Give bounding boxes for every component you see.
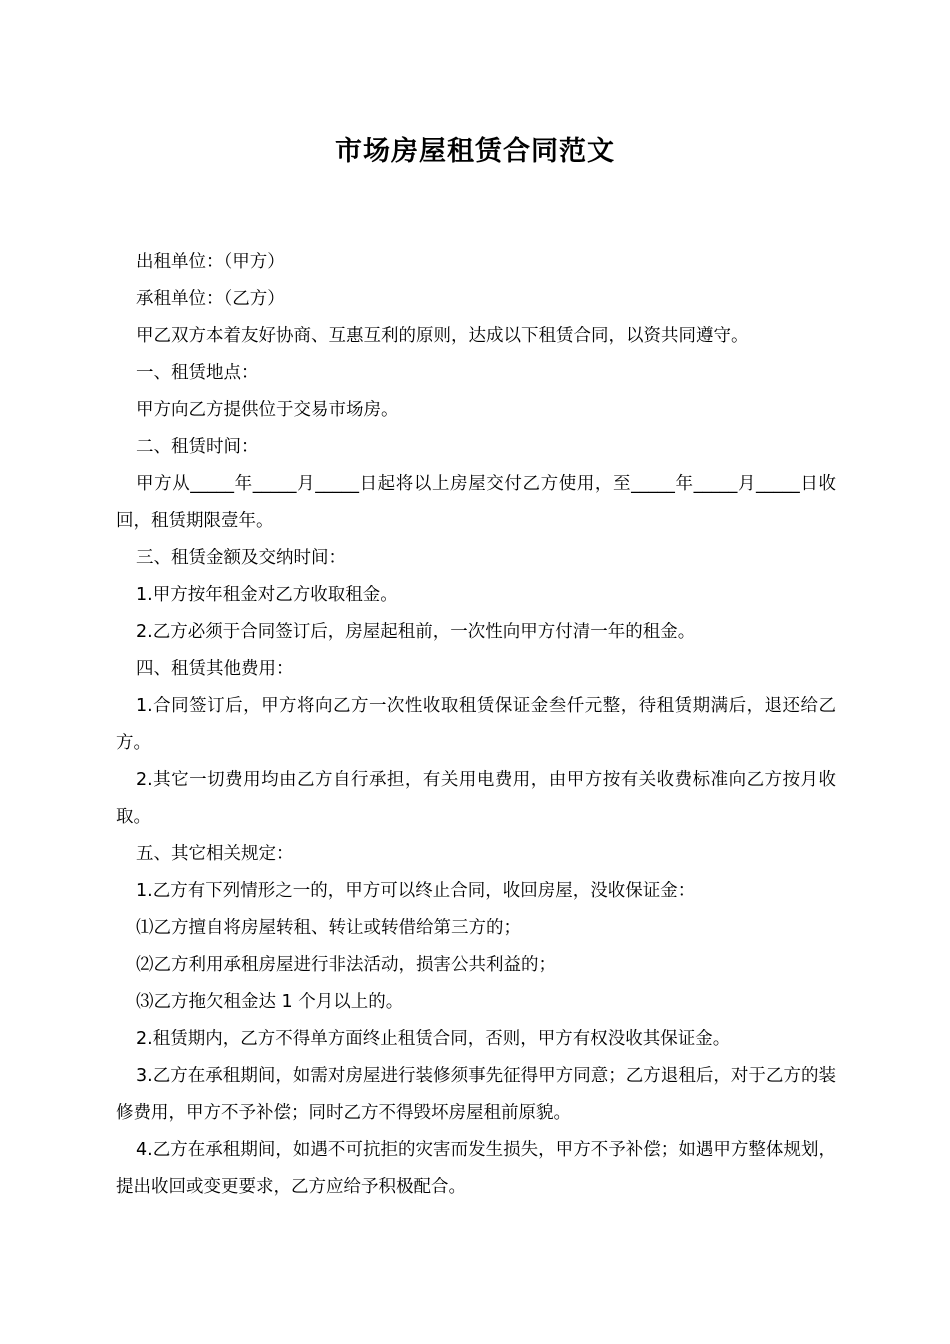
paragraph-fees-2: 2.其它一切费用均由乙方自行承担，有关用电费用，由甲方按有关收费标准向乙方按月收取。 — [116, 770, 836, 827]
paragraph-rules-1-c: ⑶乙方拖欠租金达 1 个月以上的。 — [136, 992, 404, 1012]
document-title: 市场房屋租赁合同范文 — [335, 136, 615, 167]
paragraph-rules-2: 2.租赁期内，乙方不得单方面终止租赁合同，否则，甲方有权没收其保证金。 — [136, 1029, 731, 1049]
paragraph-period: 甲方从_____年_____月_____日起将以上房屋交付乙方使用，至_____年_____月_____日收回，租赁期限壹年。 — [116, 474, 836, 531]
paragraph-lessor: 出租单位：（甲方） — [136, 252, 285, 272]
section-heading-rent: 三、租赁金额及交纳时间： — [136, 548, 346, 568]
paragraph-lessee: 承租单位：（乙方） — [136, 289, 285, 309]
paragraph-preamble: 甲乙双方本着友好协商、互惠互利的原则，达成以下租赁合同，以资共同遵守。 — [136, 326, 749, 346]
paragraph-rent-2: 2.乙方必须于合同签订后，房屋起租前，一次性向甲方付清一年的租金。 — [136, 622, 696, 642]
document-body — [116, 244, 836, 1206]
paragraph-rules-4: 4.乙方在承租期间，如遇不可抗拒的灾害而发生损失，甲方不予补偿；如遇甲方整体规划，提出收回或变更要求，乙方应给予积极配合。 — [116, 1140, 836, 1197]
section-heading-period: 二、租赁时间： — [136, 437, 259, 457]
section-heading-location: 一、租赁地点： — [136, 363, 259, 383]
paragraph-rules-3: 3.乙方在承租期间，如需对房屋进行装修须事先征得甲方同意；乙方退租后，对于乙方的装修费用，甲方不予补偿；同时乙方不得毁坏房屋租前原貌。 — [116, 1066, 836, 1123]
paragraph-rent-1: 1.甲方按年租金对乙方收取租金。 — [136, 585, 398, 605]
paragraph-rules-1: 1.乙方有下列情形之一的，甲方可以终止合同，收回房屋，没收保证金： — [136, 881, 696, 901]
paragraph-rules-1-a: ⑴乙方擅自将房屋转租、转让或转借给第三方的； — [136, 918, 521, 938]
paragraph-rules-1-b: ⑵乙方利用承租房屋进行非法活动，损害公共利益的； — [136, 955, 556, 975]
section-heading-rules: 五、其它相关规定： — [136, 844, 294, 864]
section-heading-fees: 四、租赁其他费用： — [136, 659, 294, 679]
paragraph-fees-1: 1.合同签订后，甲方将向乙方一次性收取租赁保证金叁仟元整，待租赁期满后，退还给乙方。 — [116, 696, 836, 753]
paragraph-location: 甲方向乙方提供位于交易市场房。 — [136, 400, 399, 420]
